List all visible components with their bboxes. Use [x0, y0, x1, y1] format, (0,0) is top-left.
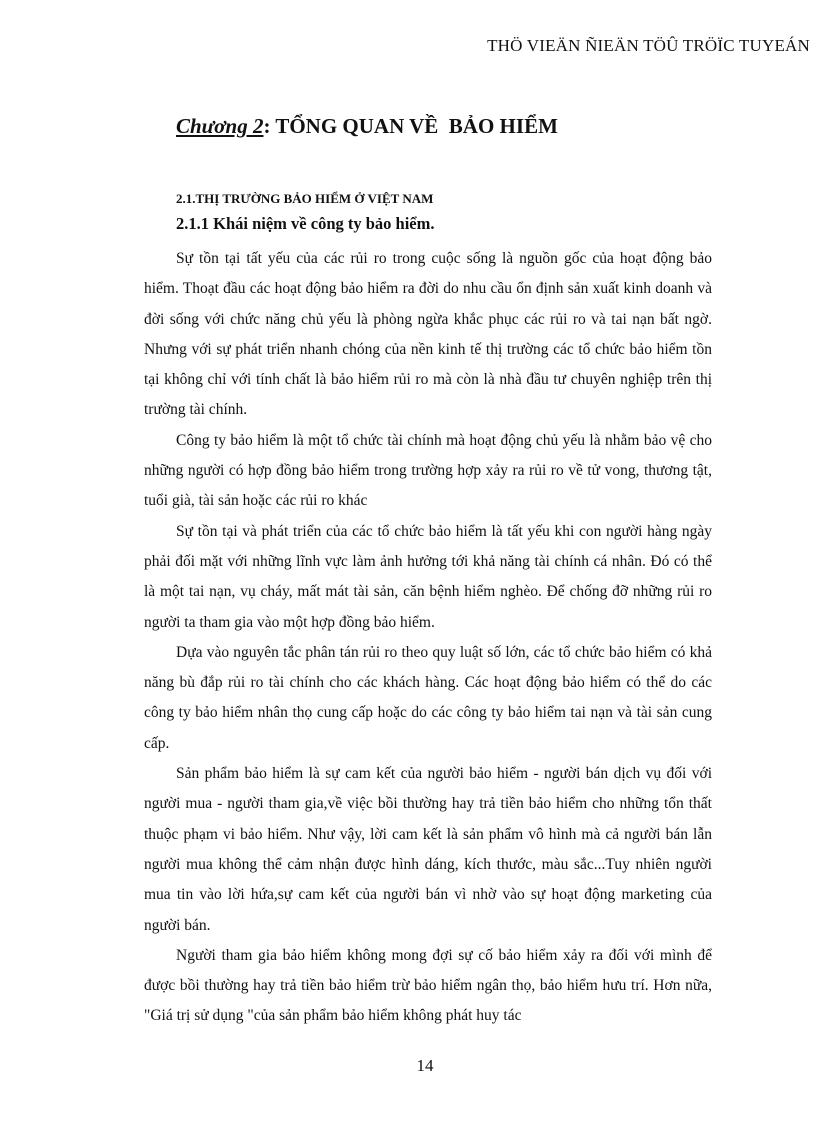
chapter-title — [176, 114, 558, 139]
page-number: 14 — [416, 1056, 434, 1075]
body-text — [144, 244, 712, 1032]
paragraph-4: Dựa vào nguyên tắc phân tán rủi ro theo quy luật số lớn, các tổ chức bảo hiểm có khả năng bù đắp rủi ro tài chính cho các khách hàng. Các hoạt động bảo hiểm có thể do các công ty bảo hiểm nhân thọ cung cấp hoặc do các công ty bảo hiểm tai nạn và tài sản cung cấp. — [144, 643, 712, 752]
paragraph-5: Sản phẩm bảo hiểm là sự cam kết của người bảo hiểm - người bán dịch vụ đối với người mua - người tham gia,về việc bồi thường hay trả tiền bảo hiểm cho những tổn thất thuộc phạm vi bảo hiểm. Như vậy, lời cam kết là sản phẩm vô hình mà cả người bán lẫn người mua không thể cảm nhận được hình dáng, kích thước, màu sắc...Tuy nhiên người mua tin vào lời hứa,sự cam kết của người bán vì nhờ vào sự hoạt động marketing của người bán. — [144, 765, 712, 934]
subsection-heading: 2.1.1 Khái niệm về công ty bảo hiểm. — [176, 214, 435, 233]
section-heading: 2.1.THỊ TRƯỜNG BẢO HIỂM Ở VIỆT NAM — [176, 191, 434, 206]
paragraph-3: Sự tồn tại và phát triển của các tổ chức bảo hiểm là tất yếu khi con người hàng ngày phải đối mặt với những lĩnh vực làm ảnh hưởng tới khả năng tài chính cá nhân. Đó có thể là một tai nạn, vụ cháy, mất mát tài sản, căn bệnh hiểm nghèo. Để chống đỡ những rủi ro người ta tham gia vào một hợp đồng bảo hiểm. — [144, 522, 712, 631]
chapter-title-text: TỔNG QUAN VỀ BẢO HIỂM — [270, 114, 558, 138]
chapter-separator: : — [263, 114, 271, 138]
paragraph-1: Sự tồn tại tất yếu của các rủi ro trong cuộc sống là nguồn gốc của hoạt động bảo hiểm. Thoạt đầu các hoạt động bảo hiểm ra đời do nhu cầu ổn định sản xuất kinh doanh và đời sống với chức năng chủ yếu là phòng ngừa khắc phục các rủi ro và tai nạn bất ngờ. Nhưng với sự phát triển nhanh chóng của nền kinh tế thị trường các tổ chức bảo hiểm tồn tại không chỉ với tính chất là bảo hiểm rủi ro mà còn là nhà đầu tư chuyên nghiệp trên thị trường tài chính. — [144, 250, 712, 419]
running-header: THÖ VIEÄN ÑIEÄN TÖÛ TRÖÏC TUYEÁN — [487, 36, 810, 55]
chapter-label: Chương 2 — [176, 114, 264, 138]
paragraph-6: Người tham gia bảo hiểm không mong đợi sự cố bảo hiểm xảy ra đối với mình để được bồi thường hay trả tiền bảo hiểm trừ bảo hiểm ngân thọ, bảo hiểm hưu trí. Hơn nữa, "Giá trị sử dụng "của sản phẩm bảo hiểm không phát huy tác — [144, 946, 712, 1025]
paragraph-2: Công ty bảo hiểm là một tổ chức tài chính mà hoạt động chủ yếu là nhằm bảo vệ cho những người có hợp đồng bảo hiểm trong trường hợp xảy ra rủi ro về tử vong, thương tật, tuổi già, tài sản hoặc các rủi ro khác — [144, 431, 712, 510]
